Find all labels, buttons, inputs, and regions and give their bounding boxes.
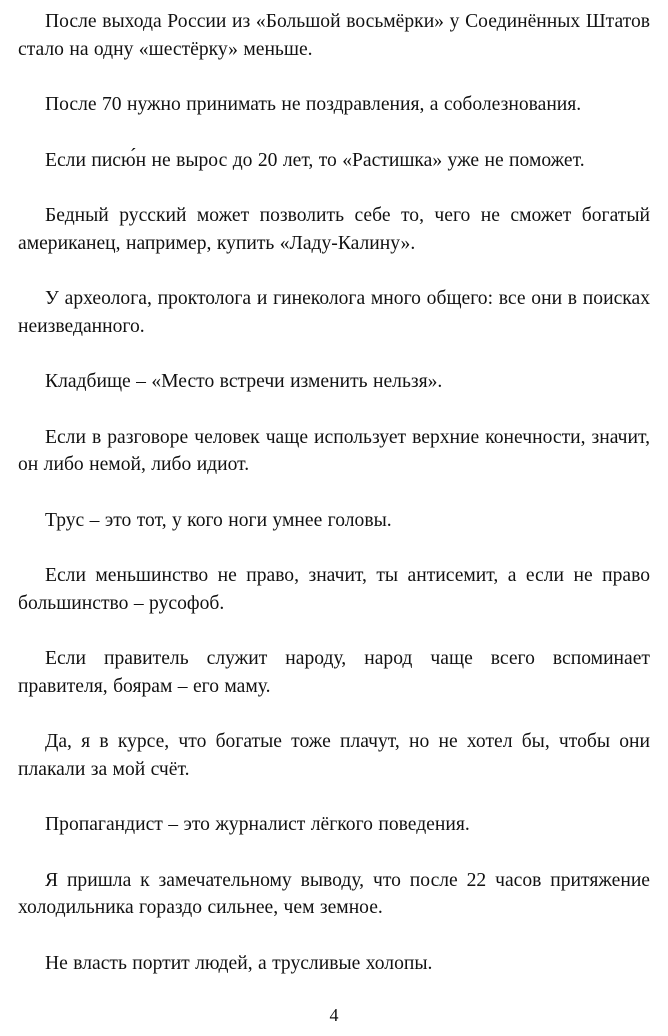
aphorism-paragraph: После 70 нужно принимать не поздравления, а соболезнования.	[45, 94, 582, 115]
page-body	[18, 8, 650, 1005]
aphorism-paragraph: Кладбище – «Место встречи изменить нельзя».	[45, 371, 443, 392]
page-number: 4	[329, 1005, 339, 1025]
aphorism-paragraph: Бедный русский может позволить себе то, чего не сможет богатый американец, например, купить «Ладу-Калину».	[18, 205, 650, 254]
aphorism-paragraph: Да, я в курсе, что богатые тоже плачут, но не хотел бы, чтобы они плакали за мой счёт.	[18, 731, 650, 780]
aphorism-paragraph: Если в разговоре человек чаще использует верхние конечности, значит, он либо немой, либо идиот.	[18, 426, 650, 475]
aphorism-paragraph: Если правитель служит народу, народ чаще всего вспоминает правителя, боярам – его маму.	[18, 648, 650, 697]
aphorism-paragraph: Если писю́н не вырос до 20 лет, то «Растишка» уже не поможет.	[45, 149, 585, 171]
aphorism-paragraph: Трус – это тот, у кого ноги умнее головы.	[45, 509, 392, 531]
aphorism-paragraph: У археолога, проктолога и гинеколога много общего: все они в поисках неизведанного.	[18, 288, 650, 337]
aphorism-paragraph: После выхода России из «Большой восьмёрки» у Соединённых Штатов стало на одну «шестёрку» меньше.	[18, 11, 650, 60]
aphorism-paragraph: Пропагандист – это журналист лёгкого поведения.	[45, 814, 470, 835]
aphorism-paragraph: Я пришла к замечательному выводу, что после 22 часов притяжение холодильника гораздо сильнее, чем земное.	[18, 869, 650, 918]
aphorism-paragraph: Если меньшинство не право, значит, ты антисемит, а если не право большинство – русофоб.	[18, 565, 650, 614]
aphorism-paragraph: Не власть портит людей, а трусливые холопы.	[45, 952, 433, 974]
